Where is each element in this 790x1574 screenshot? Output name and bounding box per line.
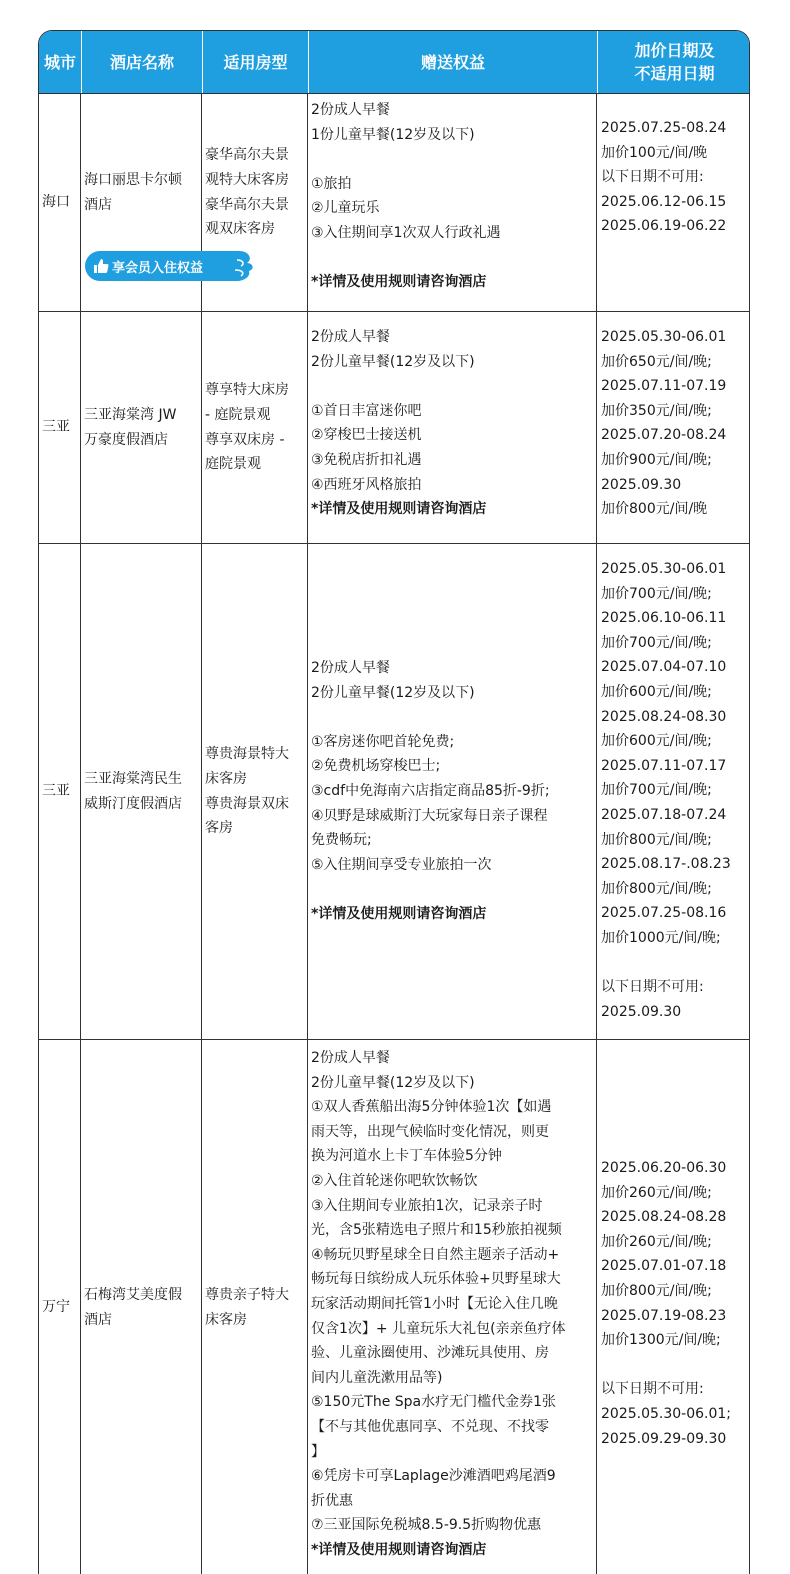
benefits-line: 折优惠	[311, 1492, 353, 1509]
benefits-line: 2份成人早餐	[311, 102, 390, 118]
surcharge-line: 2025.08.17-.08.23	[601, 856, 731, 873]
cell-surcharge	[597, 557, 750, 1039]
thumbs-up-icon	[93, 258, 109, 274]
surcharge-line: 2025.07.25-08.24	[601, 120, 727, 136]
benefits-line: ①双人香蕉船出海5分钟体验1次【如遇	[311, 1099, 552, 1116]
cell-surcharge	[597, 1156, 750, 1574]
surcharge-line: 以下日期不可用:	[601, 979, 704, 996]
room-line: 床客房	[205, 1311, 247, 1328]
room-line: 尊贵海景特大	[205, 746, 289, 763]
cell-benefits	[308, 656, 596, 1039]
benefits-line: 【不与其他优惠同享、不兑现、不找零	[311, 1418, 549, 1435]
hotel-line: 石梅湾艾美度假	[84, 1286, 182, 1303]
surcharge-line: 2025.07.04-07.10	[601, 659, 727, 676]
benefits-line: 光，含5张精选电子照片和15秒旅拍视频	[311, 1222, 562, 1239]
room-line: 客房	[205, 820, 233, 837]
benefits-line: ②入住首轮迷你吧软饮畅饮	[311, 1172, 478, 1189]
surcharge-line: 加价350元/间/晚;	[601, 402, 712, 419]
surcharge-line: 加价800元/间/晚	[601, 501, 708, 518]
cell-room	[202, 312, 307, 543]
surcharge-line: 加价260元/间/晚;	[601, 1233, 712, 1250]
surcharge-line: 2025.07.19-08.23	[601, 1307, 727, 1324]
benefits-line: ②免费机场穿梭巴士;	[311, 758, 441, 775]
benefits-line: ①旅拍	[311, 175, 352, 192]
surcharge-line: 以下日期不可用:	[601, 1381, 704, 1398]
surcharge-line: 2025.07.25-08.16	[601, 905, 727, 922]
surcharge-line: 2025.07.18-07.24	[601, 806, 727, 823]
benefits-line: ⑤150元The Spa水疗无门槛代金券1张	[311, 1394, 557, 1411]
table-header	[39, 31, 749, 93]
hotel-line: 万豪度假酒店	[84, 431, 168, 448]
surcharge-line: 加价600元/间/晚;	[601, 683, 712, 700]
cell-city	[39, 544, 80, 1039]
cloud-swirl-icon	[215, 251, 255, 281]
room-line: 尊贵亲子特大	[205, 1286, 289, 1303]
benefits-line: ③免税店折扣礼遇	[311, 451, 422, 468]
surcharge-line: 2025.05.30-06.01	[601, 329, 727, 345]
surcharge-line: 2025.06.10-06.11	[601, 610, 727, 627]
surcharge-line: 2025.07.11-07.19	[601, 378, 727, 395]
city-line: 三亚	[42, 419, 70, 436]
room-line: 尊享双床房 -	[205, 431, 285, 448]
benefits-line: 2份成人早餐	[311, 1050, 390, 1066]
header-room-type: 适用房型	[202, 31, 308, 93]
surcharge-line: 加价600元/间/晚;	[601, 733, 712, 750]
surcharge-line: 2025.08.24-08.30	[601, 708, 727, 725]
room-line: - 庭院景观	[205, 406, 271, 423]
room-line: 观特大床客房	[205, 171, 289, 188]
surcharge-line: 2025.09.30	[601, 476, 682, 493]
benefits-line: 2份成人早餐	[311, 329, 390, 345]
blank-line	[311, 147, 596, 172]
surcharge-line: 以下日期不可用:	[601, 169, 704, 186]
surcharge-line: 2025.05.30-06.01;	[601, 1405, 732, 1422]
surcharge-line: 加价900元/间/晚;	[601, 451, 712, 468]
benefits-line: *详情及使用规则请咨询酒店	[311, 274, 487, 291]
benefits-line: 2份儿童早餐(12岁及以下)	[311, 1074, 475, 1091]
hotel-benefits-table	[38, 30, 750, 1574]
benefits-line: 换为河道水上卡丁车体验5分钟	[311, 1148, 502, 1165]
room-line: 庭院景观	[205, 456, 261, 473]
benefits-line: ④西班牙风格旅拍	[311, 476, 422, 493]
city-line: 万宁	[42, 1299, 70, 1316]
benefits-line: ⑥凭房卡可享Laplage沙滩酒吧鸡尾酒9	[311, 1468, 556, 1485]
surcharge-line: 2025.06.19-06.22	[601, 218, 727, 235]
cell-room	[202, 544, 307, 1039]
surcharge-line: 加价800元/间/晚;	[601, 1282, 712, 1299]
blank-line	[311, 246, 596, 271]
benefits-line: ④贝野是球威斯汀大玩家每日亲子课程	[311, 807, 548, 824]
surcharge-line: 2025.06.12-06.15	[601, 193, 727, 210]
room-line: 观双床客房	[205, 221, 275, 238]
benefits-line: ③入住期间专业旅拍1次，记录亲子时	[311, 1197, 543, 1214]
hotel-line: 三亚海棠湾 JW	[84, 406, 177, 423]
cell-city	[39, 312, 80, 543]
room-line: 豪华高尔夫景	[205, 196, 289, 213]
surcharge-line: 2025.09.30	[601, 1003, 682, 1020]
cell-hotel	[81, 544, 201, 1039]
benefits-line: 1份儿童早餐(12岁及以下)	[311, 126, 475, 143]
surcharge-line: 加价1300元/间/晚;	[601, 1332, 721, 1349]
header-surcharge	[597, 31, 750, 93]
cell-benefits	[308, 325, 596, 543]
hotel-line: 酒店	[84, 1311, 112, 1328]
cell-hotel	[81, 312, 201, 543]
benefits-line: ④畅玩贝野星球全日自然主题亲子活动+	[311, 1246, 560, 1263]
surcharge-line: 加价700元/间/晚;	[601, 782, 712, 799]
benefits-line: *详情及使用规则请咨询酒店	[311, 501, 487, 518]
surcharge-line: 加价700元/间/晚;	[601, 634, 712, 651]
benefits-line: 仅含1次】+ 儿童玩乐大礼包(亲亲鱼疗体	[311, 1320, 566, 1337]
room-line: 尊享特大床房	[205, 382, 289, 399]
blank-line	[311, 705, 596, 730]
hotel-line: 三亚海棠湾民生	[84, 770, 182, 787]
benefits-line: ①首日丰富迷你吧	[311, 402, 422, 419]
surcharge-line: 加价1000元/间/晚;	[601, 929, 721, 946]
benefits-line: 间内儿童洗漱用品等)	[311, 1369, 443, 1386]
cell-benefits	[308, 98, 596, 311]
cell-benefits	[308, 1046, 596, 1574]
city-line: 海口	[42, 194, 70, 211]
blank-line	[311, 877, 596, 902]
benefits-line: 验、儿童泳圈使用、沙滩玩具使用、房	[311, 1345, 549, 1362]
cell-surcharge	[597, 325, 750, 543]
surcharge-line: 加价650元/间/晚;	[601, 353, 712, 370]
blank-line	[601, 1353, 750, 1378]
cell-city	[39, 1040, 80, 1574]
room-line: 豪华高尔夫景	[205, 147, 289, 164]
hotel-line: 威斯汀度假酒店	[84, 795, 182, 812]
hotel-line: 酒店	[84, 196, 112, 213]
member-benefit-label: 享会员入住权益	[112, 260, 204, 276]
benefits-line: 】	[311, 1443, 325, 1460]
surcharge-line: 加价700元/间/晚;	[601, 585, 712, 602]
room-line: 床客房	[205, 770, 247, 787]
cell-hotel	[81, 1040, 201, 1574]
surcharge-line: 加价800元/间/晚;	[601, 880, 712, 897]
blank-line	[601, 951, 750, 976]
surcharge-line: 2025.07.20-08.24	[601, 427, 727, 444]
city-line: 三亚	[42, 783, 70, 800]
surcharge-line: 2025.06.20-06.30	[601, 1160, 727, 1176]
header-city: 城市	[43, 52, 76, 72]
member-benefit-badge[interactable]	[85, 251, 241, 281]
surcharge-line: 加价260元/间/晚;	[601, 1184, 712, 1201]
benefits-line: 免费畅玩;	[311, 832, 372, 849]
header-surcharge-line1: 加价日期及	[634, 41, 715, 60]
benefits-line: ②穿梭巴士接送机	[311, 427, 422, 444]
surcharge-line: 2025.05.30-06.01	[601, 561, 727, 577]
benefits-line: 2份儿童早餐(12岁及以下)	[311, 684, 475, 701]
benefits-line: ①客房迷你吧首轮免费;	[311, 733, 455, 750]
benefits-line: 雨天等，出现气候临时变化情况，则更	[311, 1123, 549, 1140]
benefits-line: ③cdf中免海南六店指定商品85折-9折;	[311, 782, 550, 799]
room-line: 尊贵海景双床	[205, 795, 289, 812]
surcharge-line: 2025.09.29-09.30	[601, 1430, 727, 1447]
surcharge-line: 2025.07.01-07.18	[601, 1258, 727, 1275]
surcharge-line: 2025.07.11-07.17	[601, 757, 727, 774]
benefits-line: 2份儿童早餐(12岁及以下)	[311, 353, 475, 370]
surcharge-line: 加价100元/间/晚	[601, 144, 708, 161]
benefits-line: ②儿童玩乐	[311, 200, 380, 217]
blank-line	[311, 374, 596, 399]
benefits-line: *详情及使用规则请咨询酒店	[311, 905, 487, 922]
cell-city	[39, 94, 80, 311]
cell-room	[202, 1040, 307, 1574]
surcharge-line: 加价800元/间/晚;	[601, 831, 712, 848]
benefits-line: 畅玩每日缤纷成人玩乐体验+贝野星球大	[311, 1271, 561, 1288]
benefits-line: ⑦三亚国际免税城8.5-9.5折购物优惠	[311, 1517, 542, 1534]
benefits-line: 2份成人早餐	[311, 660, 390, 676]
benefits-line: *详情及使用规则请咨询酒店	[311, 1541, 487, 1558]
benefits-line: ③入住期间享1次双人行政礼遇	[311, 224, 501, 241]
cell-surcharge	[597, 116, 750, 311]
header-benefits: 赠送权益	[308, 31, 597, 93]
header-surcharge-line2: 不适用日期	[634, 64, 715, 83]
header-hotel-name: 酒店名称	[81, 31, 202, 93]
benefits-line: ⑤入住期间享受专业旅拍一次	[311, 856, 492, 873]
hotel-line: 海口丽思卡尔顿	[84, 171, 182, 188]
surcharge-line: 2025.08.24-08.28	[601, 1209, 727, 1226]
benefits-line: 玩家活动期间托管1小时【无论入住几晚	[311, 1295, 558, 1312]
